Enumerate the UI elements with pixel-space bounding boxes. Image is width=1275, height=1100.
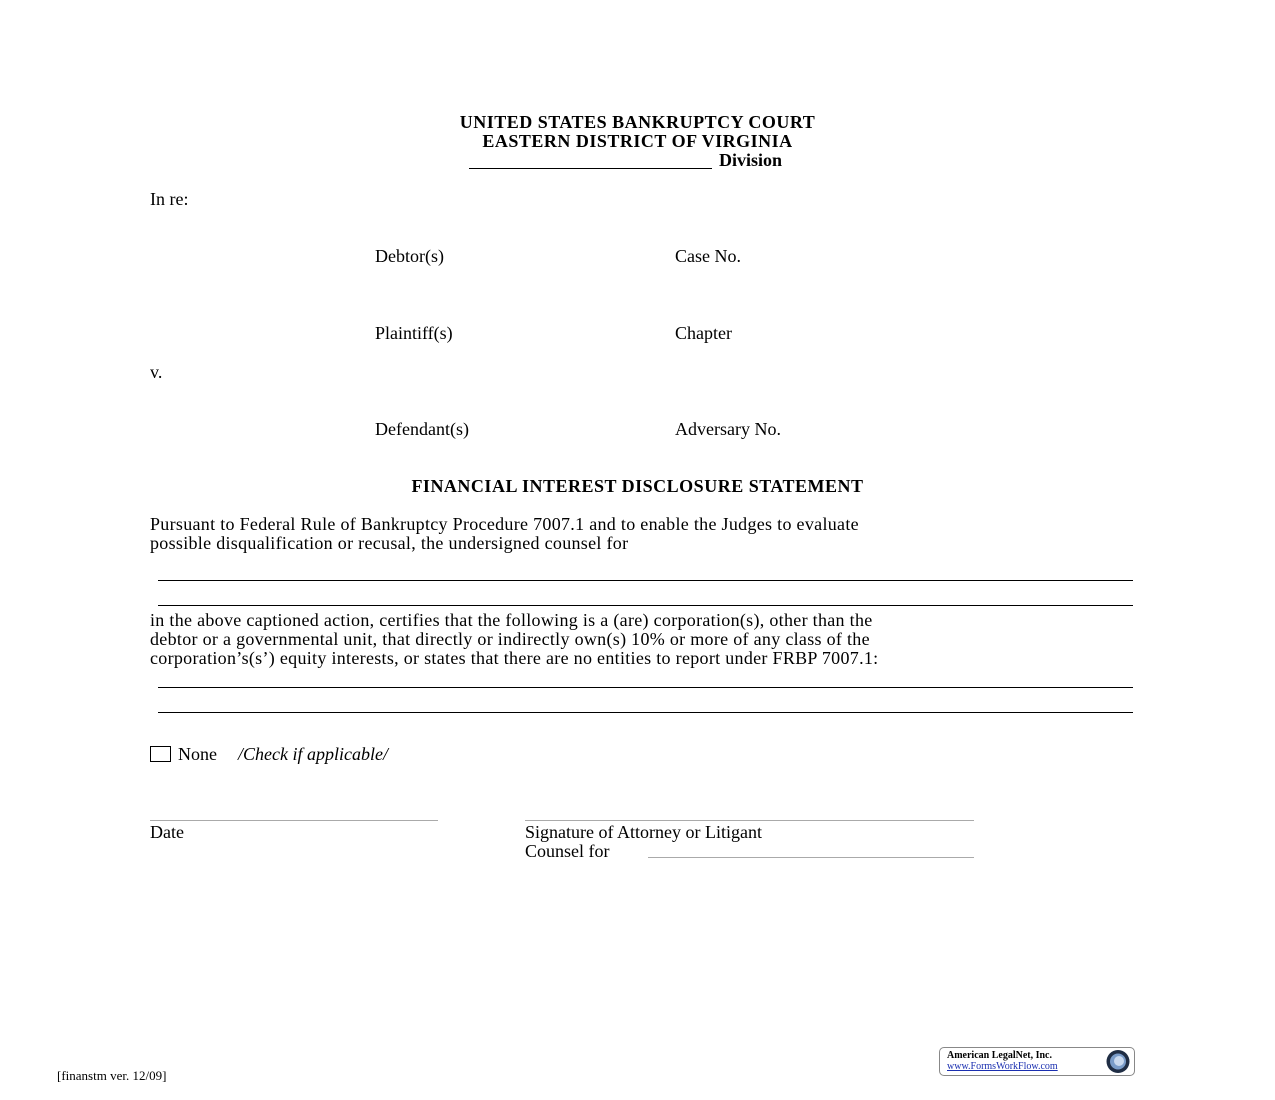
paragraph-line: Pursuant to Federal Rule of Bankruptcy Procedure 7007.1 and to enable the Judges to evaluate (150, 514, 859, 534)
paragraph-certification (150, 611, 1140, 668)
division-label: Division (719, 150, 783, 170)
paragraph-counsel (150, 515, 1140, 553)
paragraph-line: debtor or a governmental unit, that directly or indirectly own(s) 10% or more of any class of the (150, 629, 870, 649)
entity-line-2[interactable] (158, 712, 1133, 713)
date-label: Date (150, 822, 184, 842)
globe-icon (1105, 1049, 1131, 1074)
american-legalnet-logo[interactable] (939, 1047, 1135, 1076)
signature-line (525, 820, 974, 821)
none-hint: /Check if applicable/ (238, 744, 388, 764)
counsel-for-label: Counsel for (525, 841, 610, 861)
paragraph-line: possible disqualification or recusal, the undersigned counsel for (150, 533, 629, 553)
adversary-no-label: Adversary No. (675, 419, 781, 439)
chapter-label: Chapter (675, 323, 732, 343)
in-re-label: In re: (150, 189, 189, 209)
court-title: UNITED STATES BANKRUPTCY COURT (459, 112, 816, 132)
statement-title: FINANCIAL INTEREST DISCLOSURE STATEMENT (411, 476, 864, 496)
party-line-2[interactable] (158, 605, 1133, 606)
district-title: EASTERN DISTRICT OF VIRGINIA (482, 131, 793, 151)
division-blank (469, 168, 712, 169)
none-checkbox[interactable] (150, 746, 171, 762)
date-line (150, 820, 438, 821)
plaintiffs-label: Plaintiff(s) (375, 323, 453, 343)
defendants-label: Defendant(s) (375, 419, 469, 439)
entity-line-1[interactable] (158, 687, 1133, 688)
versus-label: v. (150, 362, 163, 382)
counsel-for-line[interactable] (648, 857, 974, 858)
debtors-label: Debtor(s) (375, 246, 444, 266)
case-no-label: Case No. (675, 246, 741, 266)
paragraph-line: corporation’s(s’) equity interests, or states that there are no entities to report under FRBP 7007.1: (150, 648, 879, 668)
none-label: None (178, 744, 217, 764)
paragraph-line: in the above captioned action, certifies that the following is a (are) corporation(s), other than the (150, 610, 873, 630)
form-version: [finanstm ver. 12/09] (57, 1068, 167, 1083)
logo-url[interactable]: www.FormsWorkFlow.com (947, 1061, 1058, 1072)
signature-label: Signature of Attorney or Litigant (525, 822, 762, 842)
logo-company: American LegalNet, Inc. (947, 1050, 1052, 1061)
party-line-1[interactable] (158, 580, 1133, 581)
